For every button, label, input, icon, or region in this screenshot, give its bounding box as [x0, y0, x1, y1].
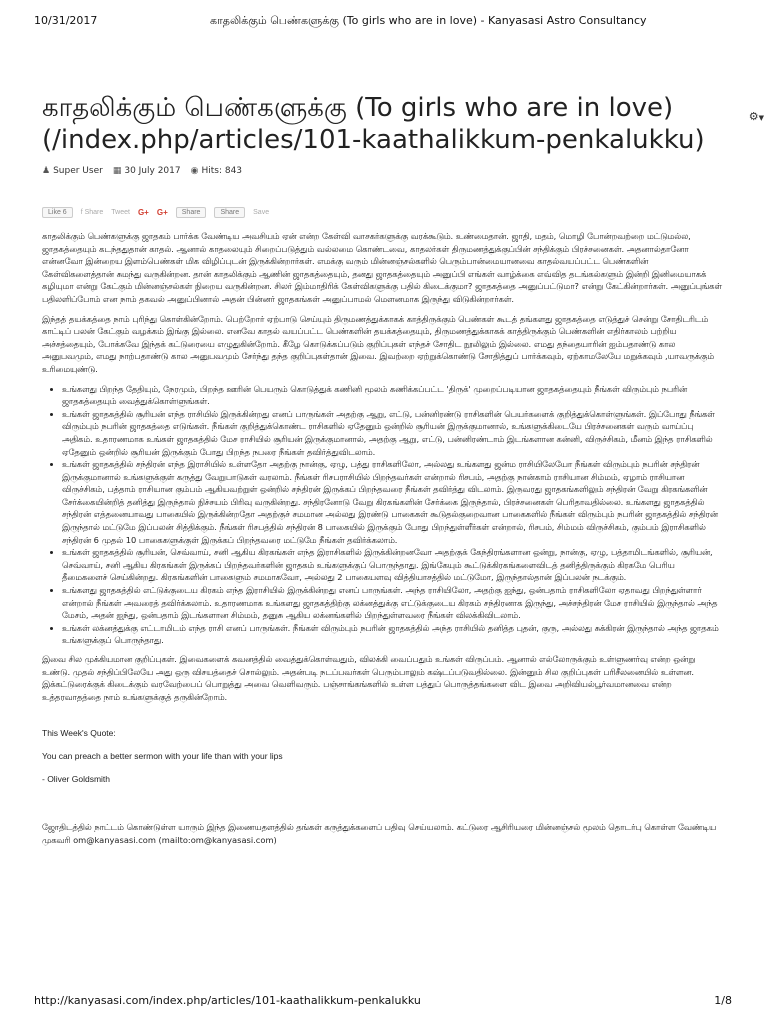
- list-item: • உங்கள் ஜாதகத்தில் சூரியன் எந்த ராசியில் இருக்கின்றது எனப் பாருங்கள் அதற்கு ஆறு, எட்டு, பன்னிரண்டு ராசிகளின் பெயர்களைக் குறித்துக்கொள்ளுங்கள். இப்போது நீங்கள் விரும்பும் நபரின் ஜாதகத்தை எடுங்கள். நீங்கள் குறித்துக்கொண்ட ராசிகளில் ஏதேனும் ஒன்றில் சூரியன் இருக்குமானால், உங்களுக்கிடையே பிரச்சனைகள் வரும் வாய்ப்பு அதிகம். உதாரணமாக உங்கள் ஜாதகத்தில் மேச ராசியில் சூரியன் இருக்குமானால், அதற்கு ஆறு, எட்டு, பன்னிரண்டாம் இடங்களான கன்னி, விருச்சிகம், மீனம் இந்த ராசிகளில் ஏதேனும் ஒன்றில் சூரியன் இருக்கும் போது பிறந்த நபரை நீங்கள் தவிர்த்துவிடலாம்.: [62, 408, 722, 458]
- gplus-button[interactable]: G+: [137, 207, 149, 217]
- list-item: • உங்கள் லக்னத்துக்கு எட்டாமிடம் எந்த ராசி எனப் பாருங்கள். நீங்கள் விரும்பும் நபரின் ஜாதகத்தில் அந்த ராசியில் தனித்த புதன், குரு, அல்லது சுக்கிரன் இருந்தால் அந்த ஜாதகம் உங்களுக்குப் பொருந்தாது.: [62, 622, 722, 647]
- published-date: [113, 166, 181, 176]
- pinterest-save-button[interactable]: Save: [253, 208, 270, 216]
- tips-list: [42, 383, 722, 647]
- print-date: 10/31/2017: [34, 14, 98, 27]
- eye-icon: ◉: [190, 166, 199, 176]
- list-item: • உங்களது பிறந்த தேதியும், நேரமும், பிறந்த ஊரின் பெயரும் கொடுத்துக் கணினி மூலம் கணிக்கப்பட்ட 'திருக்' முறைப்படியான ஜாதகத்தையும் நீங்கள் விரும்பும் நபரின் ஜாதகத்தையும் வைத்துக்கொள்ளுங்கள்.: [62, 383, 722, 408]
- author: [42, 166, 103, 176]
- gplus-share-icon[interactable]: G+: [156, 207, 168, 217]
- linkedin-share-button[interactable]: Share: [214, 207, 245, 218]
- hits-text: Hits: 843: [201, 166, 243, 176]
- article-meta: [42, 164, 722, 178]
- paragraph: இந்தத் தயக்கத்தை நாம் புரிந்து கொள்கின்றோம். பெற்றோர் ஏற்பாடு செய்யும் திருமணத்துக்காகக் காத்திருக்கும் பெண்கள் கூடத் தங்களது ஜாதகத்தை எடுத்துச் சென்று சோதிடரிடம் காட்டிப் பலன் கேட்கும் வழக்கம் இங்கு இல்லை. எனவே காதல் வயப்பட்ட பெண்களின் தயக்கத்தையும், திருமணத்துக்காகக் காத்திருக்கும் பெண்களின் எதிர்காலம் பற்றிய அச்சத்தையும், போக்கவே இந்தக் கட்டுரையை எழுதுகின்றோம். கீழே கொடுக்கப்படும் குறிப்புகள் எந்தச் சோதிட நூலிலும் இல்லை. எமது தந்தையாரின் ஐம்பதாண்டு கால அனுபவமும், எமது நாற்பதாண்டு கால அனுபவமும் சேர்ந்து தந்த குறிப்புகள்தான் இவை. இவற்றை ஏற்றுக்கொண்டு சோதித்துப் பார்க்கவும், ஏற்காமலேயே மறுக்கவும் ,யாவருக்கும் உரிமையுண்டு.: [42, 313, 715, 374]
- quote-author: - Oliver Goldsmith: [42, 774, 111, 785]
- closing-paragraph: இவை சில முக்கியமான குறிப்புகள். இவைகளைக் கவனத்தில் வைத்துக்கொள்வதும், விலக்கி வைப்பதும் உங்கள் விருப்பம். ஆனால் எல்லோருக்கும் உள்ளுணர்வு என்ற ஒன்று உண்டு. முதல் சந்திப்பிலேயே அது ஒரு விசயத்தைச் சொல்லும். அதன்படி நடப்பவர்கள் பெரும்பாலும் கஷ்டப்படுவதில்லை. இன்னும் சில குறிப்புகள் பரிசீலனையில் உள்ளன. இக்கட்டுரைக்குக் கிடைக்கும் வரவேற்பைப் பொறுத்து அவை வெளிவரும். பஞ்சாங்கங்களில் உள்ள பத்துப் பொருத்தங்களை விட இவை அறிவியல்பூர்வமானவை என்ற உத்தரவாதத்தை நாம் உங்களுக்குத் தருகின்றோம்.: [42, 654, 696, 702]
- print-doc-title: காதலிக்கும் பெண்களுக்கு (To girls who are in love) - Kanyasasi Astro Consultancy: [210, 14, 647, 27]
- facebook-like-button[interactable]: Like 6: [42, 207, 73, 218]
- paragraph: காதலிக்கும் பெண்களுக்கு ஜாதகம் பார்க்க வேண்டிய அவசியம் ஏன் என்ற கேள்வி வாசகர்களுக்கு வரக்கூடும். உண்மைதான். ஜாதி, மதம், மொழி போன்றவற்றை மட்டுமல்ல, ஜாதகத்தையும் கடந்ததுதான் காதல். ஆனால் காதலையும் சிறைப்படுத்தும் வல்லமை கொண்டவை, காதலர்கள் திருமணத்துக்குப்பின் சந்திக்கும் பிரச்சனைகள். அதனால்தானோ என்னவோ இன்றைய இளம்பெண்கள் மிக விழிப்புடன் இருக்கின்றார்கள். எமக்கு வரும் மின்னஞ்சல்களில் பெரும்பான்மையானவை காதல்வயப்பட்ட பெண்களின் கேள்விகளைத்தான் சுமந்து வருகின்றன. தான் காதலிக்கும் ஆணின் ஜாதகத்தையும், தனது ஜாதகத்தையும் அனுப்பி எங்கள் வாழ்க்கை எவ்வித தடங்கல்களும் இன்றி இனிமையாகக் கழியுமா என்று கேட்கும் மின்னஞ்சல்கள் நிறைய வருகின்றன. சிலர் இம்மாதிரிக் கேள்விகளுக்கு பதில் கிடைக்குமா? ஜாதகத்தை அனுப்பட்டுமா? என்று கேட்கின்றார்கள். அனுப்புங்கள் பதிலளிப்போம் என நாம் தகவல் அனுப்பினால் அதன் பின்னர் ஜாதகங்கள் அனுப்பாமல் மௌனமாக இருந்து விடுகின்றார்கள்.: [42, 231, 722, 304]
- user-icon: ♟: [42, 166, 51, 176]
- quote-block: [42, 727, 722, 785]
- article: [42, 92, 722, 847]
- tweet-button[interactable]: Tweet: [111, 208, 130, 216]
- gplus-share-button[interactable]: Share: [176, 207, 207, 218]
- author-name: Super User: [53, 166, 103, 176]
- hits: [191, 166, 242, 176]
- contact-paragraph[interactable]: ஜோதிடத்தில் நாட்டம் கொண்டுள்ள யாரும் இந்த இணையதளத்தில் தங்கள் கருத்துக்களைப் பதிவு செய்யலாம். கட்டுரை ஆசிரியரை மின்னஞ்சல் மூலம் தொடர்பு கொள்ள வேண்டிய முகவரி om@kanyasasi.com (mailto:om@kanyasasi.com): [42, 822, 717, 845]
- print-url: http://kanyasasi.com/index.php/articles/101-kaathalikkum-penkalukku: [34, 994, 421, 1007]
- article-title[interactable]: காதலிக்கும் பெண்களுக்கு (To girls who are in love) (/index.php/articles/101-kaathalikkum-penkalukku): [42, 93, 705, 155]
- article-body: [42, 230, 722, 703]
- facebook-share-button[interactable]: f Share: [80, 208, 104, 216]
- list-item: • உங்களது ஜாதகத்தில் எட்டுக்குடைய கிரகம் எந்த இராசியில் இருக்கின்றது எனப் பாருங்கள். அந்த ராசியிலோ, அதற்கு ஐந்து, ஒன்பதாம் ராசிகளிலோ ஏதாவது பிறந்துள்ளார் என்றால் நீங்கள் அவரைத் தவிர்க்கலாம். உதாரணமாக உங்களது ஜாதகத்திற்கு லக்னத்துக்கு எட்டுக்குடைய கிரகம் சந்திரனாக இருந்து, அச்சந்திரன் மேச ராசியில் இருந்தால் அந்த மேசம், அதன் ஐந்து, ஒன்பதாம் இடங்களான சிம்மம், தனுசு ஆகிய லக்னங்களில் பிறந்துள்ளவரை நீங்கள் விலக்கிவிடலாம்.: [62, 584, 722, 622]
- page-number: 1/8: [714, 994, 732, 1007]
- gear-icon[interactable]: ⚙: [748, 110, 759, 123]
- chevron-down-icon[interactable]: ▼: [758, 114, 764, 122]
- quote-text: You can preach a better sermon with your life than with your lips: [42, 751, 283, 762]
- share-bar: [42, 204, 722, 220]
- quote-heading: This Week's Quote:: [42, 728, 116, 739]
- article-tools[interactable]: [749, 110, 764, 123]
- list-item: • உங்கள் ஜாதகத்தில் சூரியன், செவ்வாய், சனி ஆகிய கிரகங்கள் எந்த இராசிகளில் இருக்கின்றனவோ அதற்குக் கேந்திரங்களான ஒன்று, நான்கு, ஏழு, பத்தாமிடங்களில், சூரியன், செவ்வாய், சனி ஆகிய கிரகங்கள் இருக்கப் பிறந்தவர்களின் ஜாதகம் உங்களுக்குப் பொருந்தாது. இங்கேயும் கூட்டுக்கிரகங்களைவிடத் தனித்திருக்கும் கிரகமே பெரிய தீமைகளைச் செய்கின்றது. கிரகங்களின் பாகைளும் சமமாகவோ, அல்லது 2 பாகையளவு வித்தியாசத்தில் மட்டுமோ, இருந்தால்தான் இப்பலன் நடக்கும்.: [62, 546, 722, 584]
- calendar-icon: ▦: [112, 166, 122, 176]
- list-item: • உங்கள் ஜாதகத்தில் சந்திரன் எந்த இராசியில் உள்ளதோ அதற்கு நான்கு, ஏழு, பத்து ராசிகளிலோ, அல்லது உங்களது ஜன்ம ராசியிலேயோ நீங்கள் விரும்பும் நபரின் சந்திரன் இருக்குமானால் உங்களுக்குள் கருத்து வேறுபாடுகள் வரலாம். நீங்கள் ரிசபராசியில் பிறந்தவர்கள் என்றால் ரிசபம், அதற்கு நான்காம் ராசியான சிம்மம், ஏழாம் ராசியான விருச்சிகம், பத்தாம் ராசியான கும்பம் ஆகியவற்றுள் ஒன்றில் சந்திரன் இருக்கப் பிறந்தவரை நீங்கள் தவிர்த்து விடலாம். இருவரது ஜாதகங்களிலும் சந்திரன் வேறு கிரகங்களின் சேர்க்கையின்றித் தனித்து இருந்தால் நிச்சயம் பிரிவு வருகின்றது. சந்திரனோடு வேறு கிரகங்களின் சேர்க்கை இருந்தால், பிரச்சனைகள் பெரிதாவதில்லை. உங்களது ஜாதகத்தில் சந்திரன் எத்தனையாவது பாகையில் இருக்கின்றதோ அதற்குச் சமமான அல்லது இரண்டு பாகைகள் கூடுதல்குறைவான பாகைகளில் நீங்கள் விரும்பும் நபரின் ஜாதகத்தில் சந்திரன் இருந்தால் மட்டுமே இப்பலன் சித்திக்கும். நீங்கள் ரிசபத்தில் சந்திரன் 8 பாகையில் இருக்கும் போது பிறந்துள்ளீர்கள் என்றால், ரிசபம், சிம்மம் விருச்சிகம், கும்பம் இராசிகளில் சந்திரன் 6 முதல் 10 பாகைகளுக்குள் இருக்கப் பிறந்தவரை மட்டுமே நீங்கள் தவிர்க்கலாம்.: [62, 458, 722, 546]
- published-date-text: 30 July 2017: [124, 166, 181, 176]
